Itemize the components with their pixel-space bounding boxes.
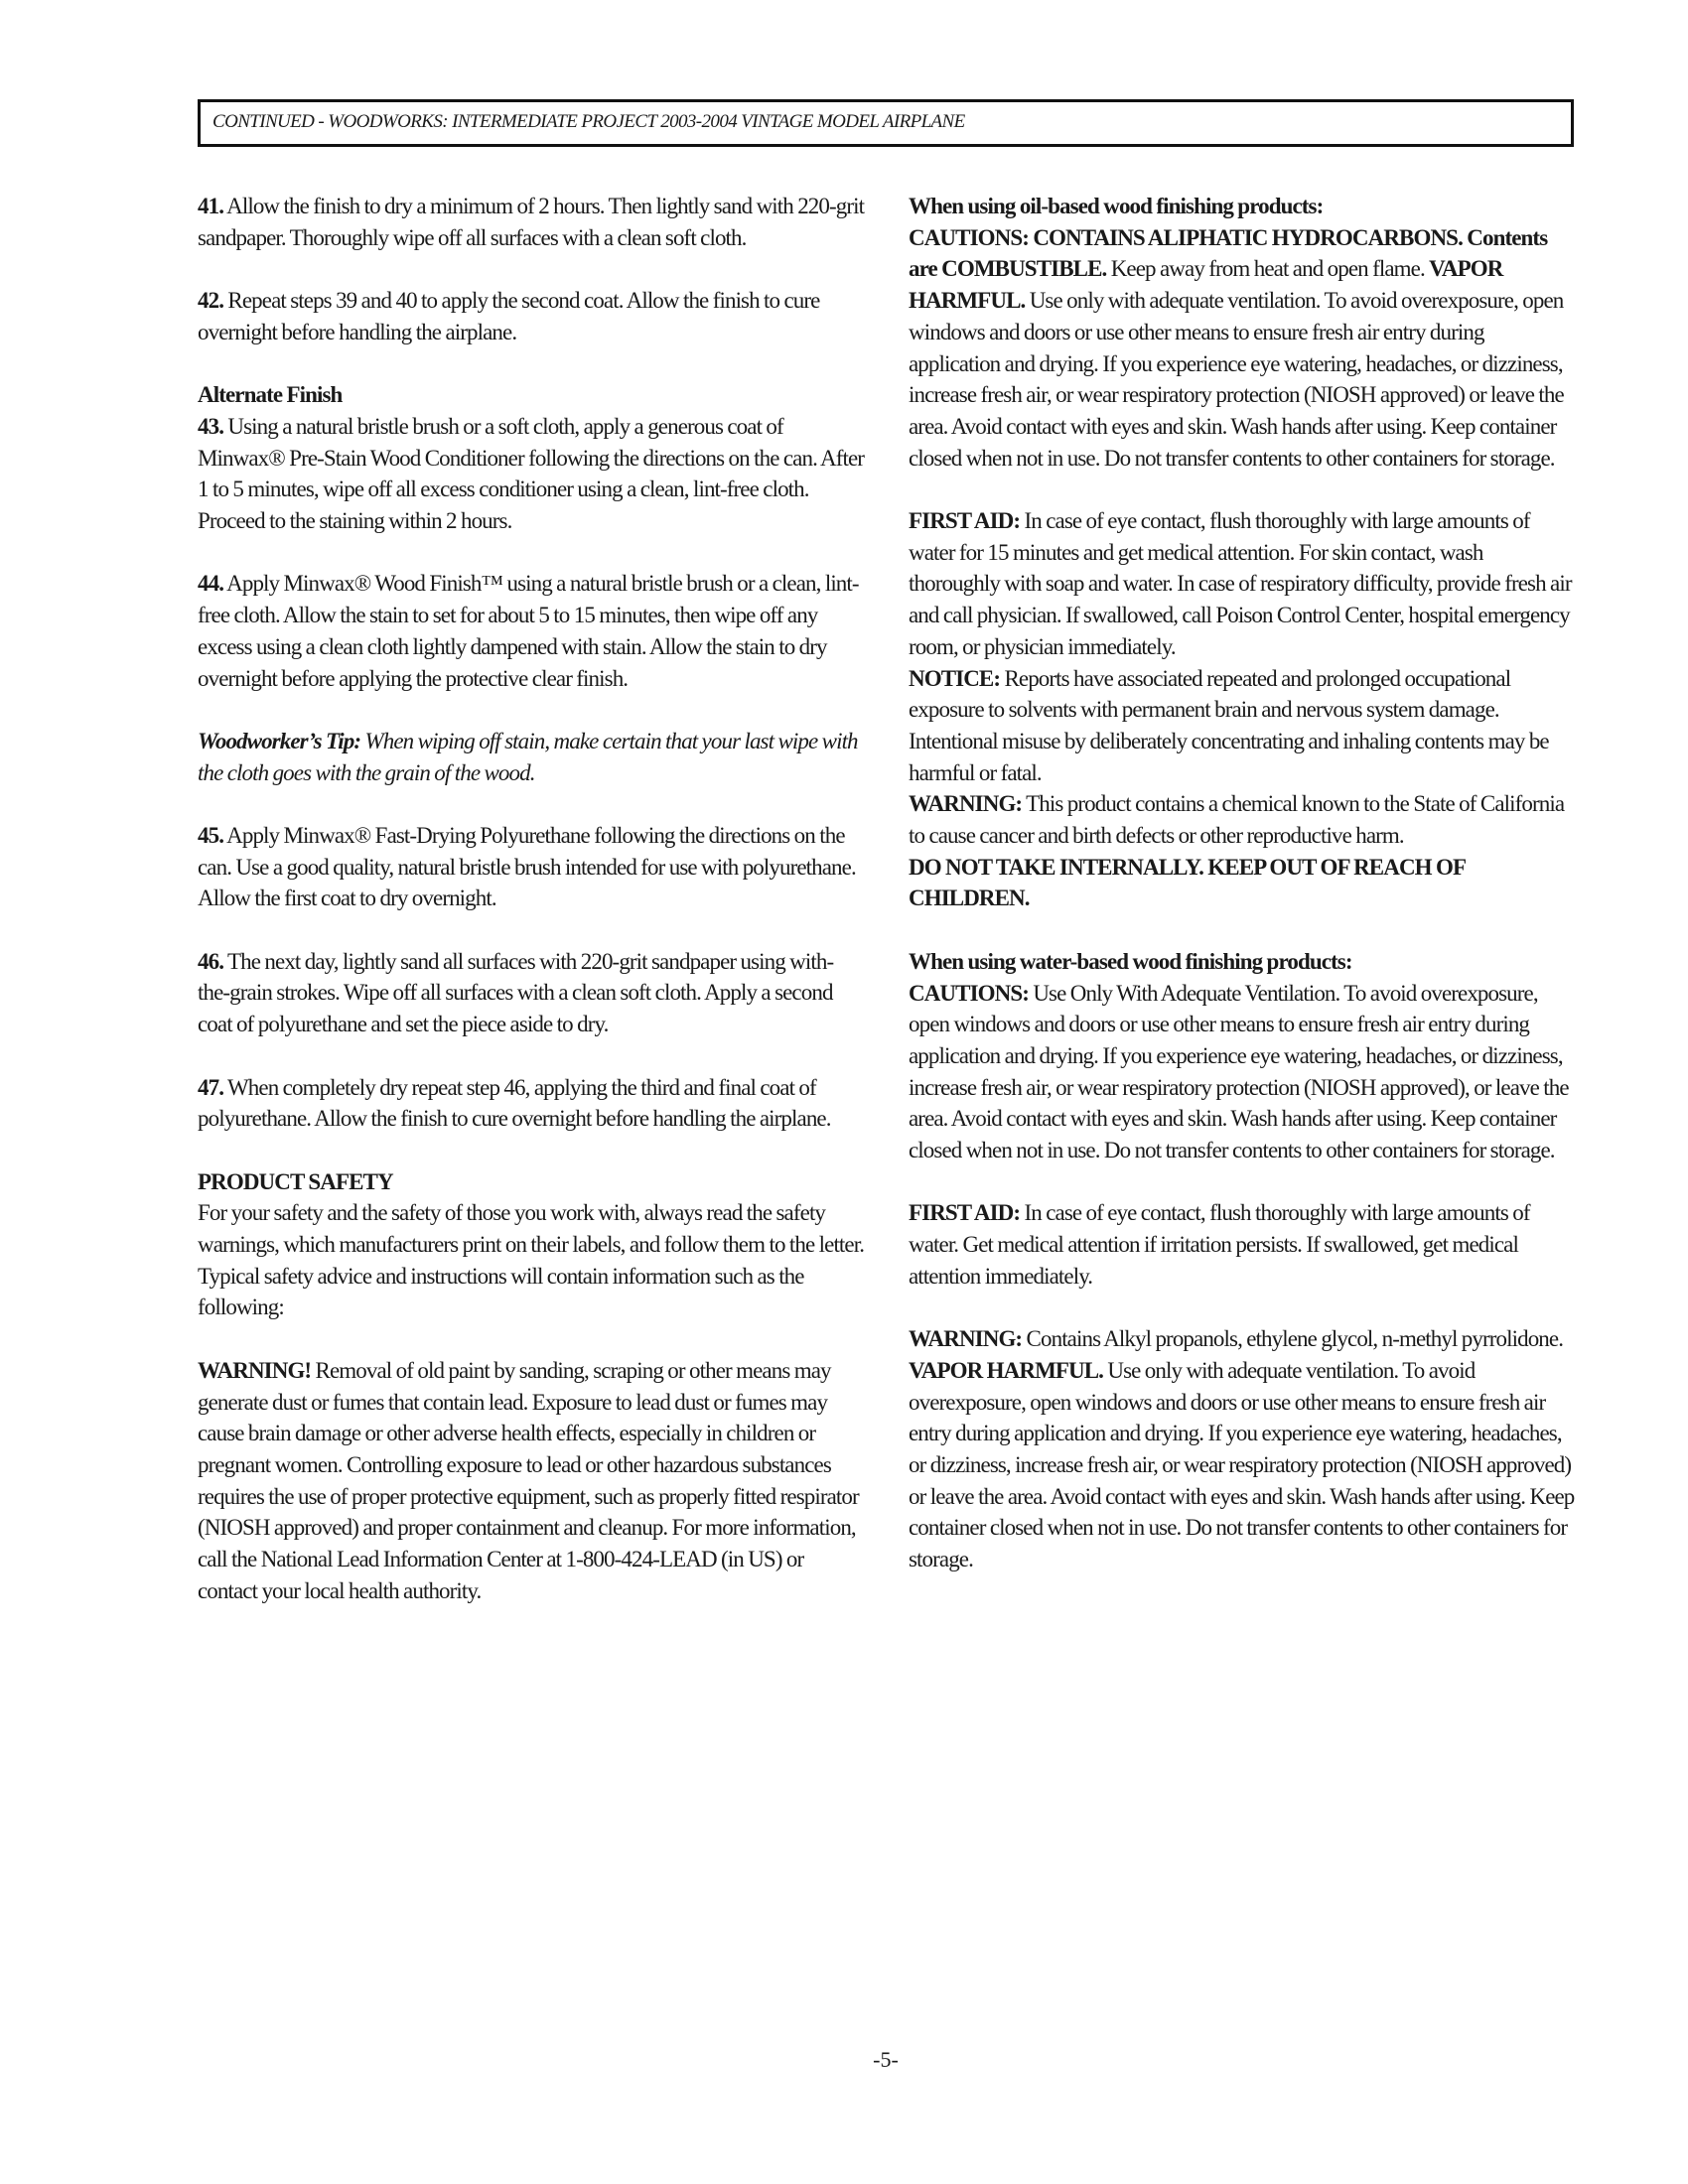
bold-text-run: WARNING: <box>909 1326 1023 1352</box>
paragraph <box>909 1197 1576 1292</box>
text-run: In case of eye contact, flush thoroughly with large amounts of water for 15 minutes and get medical attention. For skin contact, wash thoroughly with soap and water. In case of respiratory difficulty, provide fresh air and call physician. If swallowed, call Poison Control Center, hospital emergency room, or physician immediately. <box>909 508 1572 659</box>
text-section <box>198 946 865 1040</box>
text-section <box>909 505 1576 914</box>
text-section <box>198 568 865 694</box>
bold-text-run: FIRST AID: <box>909 508 1021 534</box>
paragraph <box>198 379 865 411</box>
bold-text-run: Woodworker’s Tip: <box>198 728 361 753</box>
bold-text-run: 42. <box>198 288 224 314</box>
bold-text-run: VAPOR HARMFUL. <box>909 256 1503 314</box>
text-section <box>198 1072 865 1135</box>
bold-text-run: Alternate Finish <box>198 382 343 408</box>
text-section <box>198 1355 865 1607</box>
text-run: Use only with adequate ventilation. To avoid overexposure, open windows and doors or use other means to ensure fresh air entry during application and drying. If you experience eye watering, headaches, or dizziness, increase fresh air, or wear respiratory protection (NIOSH approved) or leave the area. Avoid contact with eyes and skin. Wash hands after using. Keep container closed when not in use. Do not transfer contents to other containers for storage. <box>909 1357 1575 1572</box>
paragraph <box>198 191 865 253</box>
paragraph <box>909 191 1576 222</box>
text-run: Removal of old paint by sanding, scraping or other means may generate dust or fumes that contain lead. Exposure to lead dust or fumes may cause brain damage or other adverse health effects, especially in children or pregnant women. Controlling exposure to lead or other hazardous substances requires the use of proper protective equipment, such as properly fitted respirator (NIOSH approved) and proper containment and cleanup. For more information, call the National Lead Information Center at 1-800-424-LEAD (in US) or contact your local health authority. <box>198 1357 859 1603</box>
paragraph <box>198 726 865 788</box>
text-run: Using a natural bristle brush or a soft cloth, apply a generous coat of Minwax® Pre-Stain Wood Conditioner following the directions on the can. After 1 to 5 minutes, wipe off all excess conditioner using a clean, lint-free cloth. Proceed to the staining within 2 hours. <box>198 413 865 533</box>
paragraph <box>909 978 1576 1166</box>
bold-text-run: DO NOT TAKE INTERNALLY. KEEP OUT OF REACH OF CHILDREN. <box>909 854 1466 911</box>
paragraph <box>909 222 1576 475</box>
bold-text-run: VAPOR HARMFUL. <box>909 1357 1104 1383</box>
text-run: This product contains a chemical known to the State of California to cause cancer and birth defects or other reproductive harm. <box>909 791 1565 849</box>
page-number: -5- <box>873 2047 899 2072</box>
paragraph <box>198 1166 865 1198</box>
bold-text-run: WARNING! <box>198 1357 312 1383</box>
paragraph <box>909 852 1576 914</box>
bold-text-run: NOTICE: <box>909 665 1001 691</box>
text-run: Allow the finish to dry a minimum of 2 hours. Then lightly sand with 220-grit sandpaper. Thoroughly wipe off all surfaces with a clean soft cloth. <box>198 194 865 250</box>
bold-text-run: 46. <box>198 948 224 974</box>
paragraph <box>198 1355 865 1607</box>
text-run: For your safety and the safety of those you work with, always read the safety warnings, which manufacturers print on their labels, and follow them to the letter. Typical safety advice and instructions will contain information such as the following: <box>198 1200 865 1320</box>
paragraph <box>909 663 1576 789</box>
header-title: CONTINUED - WOODWORKS: INTERMEDIATE PROJECT 2003-2004 VINTAGE MODEL AIRPLANE <box>212 111 965 132</box>
text-run: Keep away from heat and open flame. <box>1106 256 1430 282</box>
page-header-box <box>198 99 1574 147</box>
text-section <box>909 946 1576 1166</box>
text-run: Reports have associated repeated and prolonged occupational exposure to solvents with permanent brain and nervous system damage. Intentional misuse by deliberately concentrating and inhaling contents may be harmful or fatal. <box>909 665 1549 785</box>
bold-text-run: 45. <box>198 822 224 848</box>
paragraph <box>198 1072 865 1135</box>
text-run: Use only with adequate ventilation. To avoid overexposure, open windows and doors or use other means to ensure fresh air entry during application and drying. If you experience eye watering, headaches, or dizziness, increase fresh air, or wear respiratory protection (NIOSH approved) or leave the area. Avoid contact with eyes and skin. Wash hands after using. Keep container closed when not in use. Do not transfer contents to other containers for storage. <box>909 288 1564 471</box>
text-section <box>909 191 1576 474</box>
paragraph <box>198 411 865 537</box>
paragraph <box>909 788 1576 851</box>
bold-text-run: CAUTIONS: <box>909 980 1029 1006</box>
text-run: The next day, lightly sand all surfaces with 220-grit sandpaper using with-the-grain strokes. Wipe off all surfaces with a clean soft cloth. Apply a second coat of polyurethane and set the piece aside to dry. <box>198 948 834 1037</box>
text-section <box>909 1323 1576 1575</box>
text-section <box>198 191 865 253</box>
paragraph <box>198 285 865 347</box>
text-run: Repeat steps 39 and 40 to apply the second coat. Allow the finish to cure overnight before handling the airplane. <box>198 288 820 344</box>
bold-text-run: 41. <box>198 194 224 218</box>
text-run: Contains Alkyl propanols, ethylene glycol, n-methyl pyrrolidone. <box>1022 1326 1564 1352</box>
paragraph <box>198 1197 865 1323</box>
bold-text-run: CAUTIONS: CONTAINS ALIPHATIC HYDROCARBONS. Contents are COMBUSTIBLE. <box>909 224 1548 282</box>
paragraph <box>198 946 865 1040</box>
text-section <box>198 379 865 537</box>
bold-text-run: 47. <box>198 1074 224 1100</box>
text-section <box>198 726 865 788</box>
text-section <box>198 820 865 914</box>
text-section <box>198 285 865 347</box>
paragraph <box>198 820 865 914</box>
text-section <box>198 1166 865 1324</box>
bold-text-run: 44. <box>198 571 224 597</box>
text-run: Apply Minwax® Wood Finish™ using a natural bristle brush or a clean, lint-free cloth. Allow the stain to set for about 5 to 15 minutes, then wipe off any excess using a clean cloth lightly dampened with stain. Allow the stain to dry overnight before applying the protective clear finish. <box>198 571 859 691</box>
text-section <box>909 1197 1576 1292</box>
paragraph <box>198 568 865 694</box>
right-column <box>909 191 1576 1607</box>
paragraph <box>909 946 1576 978</box>
text-run: When completely dry repeat step 46, applying the third and final coat of polyurethane. Allow the finish to cure overnight before handling the airplane. <box>198 1074 831 1132</box>
bold-text-run: PRODUCT SAFETY <box>198 1168 393 1194</box>
bold-text-run: 43. <box>198 413 224 439</box>
text-run: Use Only With Adequate Ventilation. To avoid overexposure, open windows and doors or use other means to ensure fresh air entry during application and drying. If you experience eye watering, headaches, or dizziness, increase fresh air, or wear respiratory protection (NIOSH approved), or leave the area. Avoid contact with eyes and skin. Wash hands after using. Keep container closed when not in use. Do not transfer contents to other containers for storage. <box>909 980 1569 1163</box>
bold-text-run: When using oil-based wood finishing products: <box>909 194 1324 218</box>
paragraph <box>909 505 1576 663</box>
left-column <box>198 191 865 1638</box>
text-run: Apply Minwax® Fast-Drying Polyurethane following the directions on the can. Use a good quality, natural bristle brush intended for use with polyurethane. Allow the first coat to dry overnight. <box>198 822 856 911</box>
text-run: When wiping off stain, make certain that your last wipe with the cloth goes with the grain of the wood. <box>198 728 858 785</box>
bold-text-run: When using water-based wood finishing products: <box>909 948 1352 974</box>
text-run: In case of eye contact, flush thoroughly with large amounts of water. Get medical attention if irritation persists. If swallowed, get medical attention immediately. <box>909 1200 1530 1289</box>
bold-text-run: FIRST AID: <box>909 1200 1021 1226</box>
bold-text-run: WARNING: <box>909 791 1023 817</box>
paragraph <box>909 1323 1576 1575</box>
